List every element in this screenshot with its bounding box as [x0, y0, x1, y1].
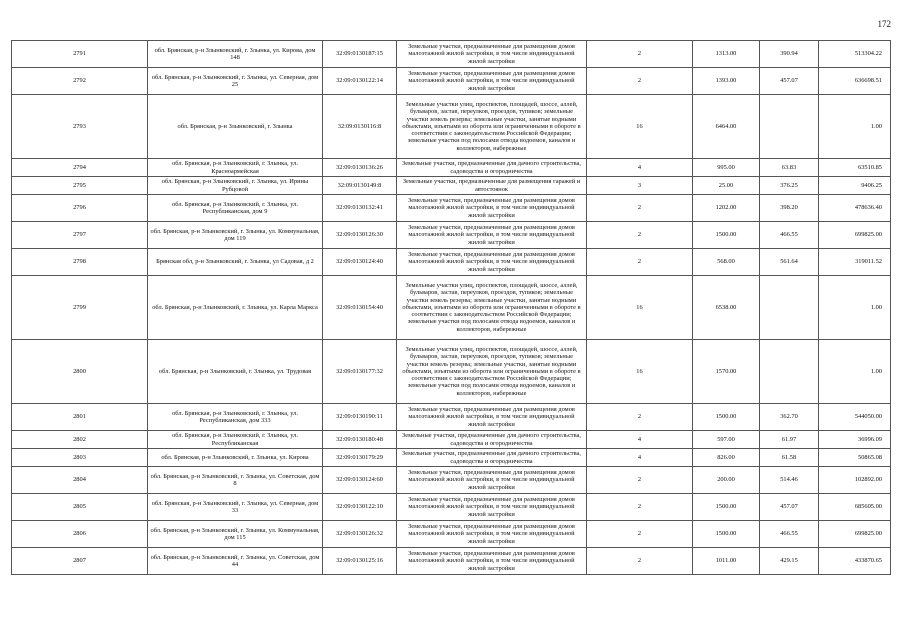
cadastral-number-cell: 32:09:0130187:15: [323, 41, 397, 68]
zone-cell: 2: [587, 548, 693, 575]
address-cell: обл. Брянская, р-н Злынковский, г. Злынка, ул. Северная, дом 25: [148, 68, 323, 95]
cadastral-value-cell: 1.00: [819, 340, 891, 404]
unit-cost-cell: 362.70: [760, 404, 819, 431]
cadastral-number-cell: 32:09:0130190:11: [323, 404, 397, 431]
cadastral-number-cell: 32:09:0130136:26: [323, 159, 397, 177]
unit-cost-cell: 61.97: [760, 431, 819, 449]
address-cell: обл. Брянская, р-н Злынковский, г. Злынка, ул. Коммунальная, дом 115: [148, 521, 323, 548]
area-cell: 1570.00: [693, 340, 760, 404]
unit-cost-cell: 466.55: [760, 521, 819, 548]
cadastral-value-cell: 699825.00: [819, 222, 891, 249]
table-row: [12, 340, 891, 404]
cadastral-value-cell: 685605.00: [819, 494, 891, 521]
table-row: [12, 276, 891, 340]
zone-cell: 2: [587, 41, 693, 68]
page-number: 172: [877, 19, 891, 29]
unit-cost-cell: 561.64: [760, 249, 819, 276]
land-cadastre-table: [11, 40, 891, 575]
cadastral-value-cell: 319011.52: [819, 249, 891, 276]
area-cell: 1313.00: [693, 41, 760, 68]
cadastral-value-cell: 102892.00: [819, 467, 891, 494]
zone-cell: 4: [587, 449, 693, 467]
unit-cost-cell: 457.07: [760, 68, 819, 95]
zone-cell: 4: [587, 431, 693, 449]
unit-cost-cell: 398.20: [760, 195, 819, 222]
land-category-cell: Земельные участки, предназначенные для размещения домов малоэтажной жилой застройки, в том числе индивидуальной жилой застройки: [397, 494, 587, 521]
unit-cost-cell: 457.07: [760, 494, 819, 521]
cadastral-number-cell: 32:09:0130125:16: [323, 548, 397, 575]
table-row: [12, 548, 891, 575]
address-cell: обл. Брянская, р-н Злынковский, г. Злынка, ул. Советская, дом 8: [148, 467, 323, 494]
cadastral-value-cell: 544050.00: [819, 404, 891, 431]
zone-cell: 2: [587, 222, 693, 249]
unit-cost-cell: 514.46: [760, 467, 819, 494]
address-cell: Брянская обл, р-н Злынковский, г. Злынка, ул Садовая, д 2: [148, 249, 323, 276]
address-cell: обл. Брянская, р-н Злынковский, г. Злынка, ул. Карла Маркса: [148, 276, 323, 340]
area-cell: 1500.00: [693, 404, 760, 431]
address-cell: обл. Брянская, р-н Злынковский, г. Злынка, ул. Республиканская, дом 333: [148, 404, 323, 431]
land-category-cell: Земельные участки, предназначенные для размещения домов малоэтажной жилой застройки, в том числе индивидуальной жилой застройки: [397, 467, 587, 494]
cadastral-value-cell: 63510.85: [819, 159, 891, 177]
unit-cost-cell: [760, 276, 819, 340]
unit-cost-cell: 429.15: [760, 548, 819, 575]
area-cell: 1500.00: [693, 494, 760, 521]
cadastral-value-cell: 36996.09: [819, 431, 891, 449]
cadastral-number-cell: 32:09:0130126:30: [323, 222, 397, 249]
cadastral-number-cell: 32:09:0130177:32: [323, 340, 397, 404]
cadastral-value-cell: 478636.40: [819, 195, 891, 222]
zone-cell: 2: [587, 494, 693, 521]
row-number: 2806: [12, 521, 148, 548]
row-number: 2797: [12, 222, 148, 249]
row-number: 2794: [12, 159, 148, 177]
unit-cost-cell: [760, 95, 819, 159]
land-category-cell: Земельные участки, предназначенные для размещения домов малоэтажной жилой застройки, в том числе индивидуальной жилой застройки: [397, 195, 587, 222]
cadastral-number-cell: 32:09:0130116:8: [323, 95, 397, 159]
row-number: 2791: [12, 41, 148, 68]
unit-cost-cell: 61.58: [760, 449, 819, 467]
zone-cell: 2: [587, 521, 693, 548]
area-cell: 25.00: [693, 177, 760, 195]
area-cell: 6538.00: [693, 276, 760, 340]
address-cell: обл. Брянская, р-н Злынковский, г. Злынка, ул. Республиканская: [148, 431, 323, 449]
area-cell: 826.00: [693, 449, 760, 467]
cadastral-value-cell: 636698.51: [819, 68, 891, 95]
table-row: [12, 41, 891, 68]
table-row: [12, 177, 891, 195]
area-cell: 1393.00: [693, 68, 760, 95]
table-row: [12, 431, 891, 449]
cadastral-value-cell: 1.00: [819, 95, 891, 159]
zone-cell: 2: [587, 404, 693, 431]
table-row: [12, 159, 891, 177]
land-category-cell: Земельные участки, предназначенные для размещения домов малоэтажной жилой застройки, в том числе индивидуальной жилой застройки: [397, 68, 587, 95]
cadastral-number-cell: 32:09:0130122:10: [323, 494, 397, 521]
land-category-cell: Земельные участки улиц, проспектов, площадей, шоссе, аллей, бульваров, застав, переулков, проездов, тупиков; земельные участки земель резерва; земельные участки, занятые водными объектами, изъятыми из оборота или ограниченными в обороте в соответствии с законодательством Российской Федерации; земельные участки под полосами отвода водоемов, каналов и коллекторов, набережные: [397, 95, 587, 159]
cadastral-number-cell: 32:09:0130122:14: [323, 68, 397, 95]
row-number: 2792: [12, 68, 148, 95]
land-category-cell: Земельные участки, предназначенные для дачного строительства, садоводства и огородничества: [397, 449, 587, 467]
land-category-cell: Земельные участки, предназначенные для размещения домов малоэтажной жилой застройки, в том числе индивидуальной жилой застройки: [397, 41, 587, 68]
cadastral-number-cell: 32:09:0130179:29: [323, 449, 397, 467]
cadastral-value-cell: 1.00: [819, 276, 891, 340]
cadastral-value-cell: 513304.22: [819, 41, 891, 68]
table-row: [12, 95, 891, 159]
row-number: 2803: [12, 449, 148, 467]
area-cell: 1011.00: [693, 548, 760, 575]
cadastral-number-cell: 32:09:0130124:40: [323, 249, 397, 276]
address-cell: обл. Брянская, р-н Злынковский, г. Злынка, ул. Красноармейская: [148, 159, 323, 177]
area-cell: 1500.00: [693, 521, 760, 548]
cadastral-value-cell: 50865.08: [819, 449, 891, 467]
land-category-cell: Земельные участки, предназначенные для размещения домов малоэтажной жилой застройки, в том числе индивидуальной жилой застройки: [397, 521, 587, 548]
cadastral-value-cell: 433870.65: [819, 548, 891, 575]
address-cell: обл. Брянская, р-н Злынковский, г. Злынка, ул. Кирова: [148, 449, 323, 467]
land-category-cell: Земельные участки, предназначенные для дачного строительства, садоводства и огородничества: [397, 159, 587, 177]
zone-cell: 2: [587, 467, 693, 494]
row-number: 2800: [12, 340, 148, 404]
table-row: [12, 222, 891, 249]
zone-cell: 3: [587, 177, 693, 195]
table-row: [12, 467, 891, 494]
row-number: 2804: [12, 467, 148, 494]
land-category-cell: Земельные участки, предназначенные для размещения домов малоэтажной жилой застройки, в том числе индивидуальной жилой застройки: [397, 548, 587, 575]
cadastral-number-cell: 32:09:0130149:8: [323, 177, 397, 195]
row-number: 2807: [12, 548, 148, 575]
unit-cost-cell: 63.83: [760, 159, 819, 177]
cadastral-number-cell: 32:09:0130154:40: [323, 276, 397, 340]
table-row: [12, 404, 891, 431]
land-category-cell: Земельные участки, предназначенные для размещения домов малоэтажной жилой застройки, в том числе индивидуальной жилой застройки: [397, 404, 587, 431]
table-row: [12, 68, 891, 95]
table-row: [12, 195, 891, 222]
land-category-cell: Земельные участки улиц, проспектов, площадей, шоссе, аллей, бульваров, застав, переулков, проездов, тупиков; земельные участки земель резерва; земельные участки, занятые водными объектами, изъятыми из оборота или ограниченными в обороте в соответствии с законодательством Российской Федерации; земельные участки под полосами отвода водоемов, каналов и коллекторов, набережные: [397, 340, 587, 404]
table-row: [12, 249, 891, 276]
cadastral-number-cell: 32:09:0130180:48: [323, 431, 397, 449]
zone-cell: 16: [587, 95, 693, 159]
zone-cell: 16: [587, 276, 693, 340]
unit-cost-cell: 390.94: [760, 41, 819, 68]
area-cell: 200.00: [693, 467, 760, 494]
row-number: 2802: [12, 431, 148, 449]
address-cell: обл. Брянская, р-н Злынковский, г. Злынка, ул. Трудовая: [148, 340, 323, 404]
zone-cell: 2: [587, 68, 693, 95]
area-cell: 6464.00: [693, 95, 760, 159]
land-category-cell: Земельные участки, предназначенные для дачного строительства, садоводства и огородничества: [397, 431, 587, 449]
address-cell: обл. Брянская, р-н Злынковский, г. Злынка, ул. Северная, дом 33: [148, 494, 323, 521]
cadastral-number-cell: 32:09:0130124:60: [323, 467, 397, 494]
address-cell: обл. Брянская, р-н Злынковский, г. Злынка, ул. Ирины Рубцовой: [148, 177, 323, 195]
unit-cost-cell: 466.55: [760, 222, 819, 249]
row-number: 2796: [12, 195, 148, 222]
row-number: 2805: [12, 494, 148, 521]
land-category-cell: Земельные участки, предназначенные для размещения домов малоэтажной жилой застройки, в том числе индивидуальной жилой застройки: [397, 222, 587, 249]
land-category-cell: Земельные участки, предназначенные для размещения домов малоэтажной жилой застройки, в том числе индивидуальной жилой застройки: [397, 249, 587, 276]
unit-cost-cell: [760, 340, 819, 404]
area-cell: 1202.00: [693, 195, 760, 222]
area-cell: 1500.00: [693, 222, 760, 249]
zone-cell: 4: [587, 159, 693, 177]
address-cell: обл. Брянская, р-н Злынковский, г. Злынка, ул. Республиканская, дом 9: [148, 195, 323, 222]
unit-cost-cell: 376.25: [760, 177, 819, 195]
row-number: 2801: [12, 404, 148, 431]
cadastral-number-cell: 32:09:0130132:41: [323, 195, 397, 222]
address-cell: обл. Брянская, р-н Злынковский, г. Злынка, ул. Советская, дом 44: [148, 548, 323, 575]
table-row: [12, 494, 891, 521]
row-number: 2793: [12, 95, 148, 159]
table-row: [12, 449, 891, 467]
address-cell: обл. Брянская, р-н Злынковский, г. Злынка, ул. Кирова, дом 148: [148, 41, 323, 68]
cadastral-value-cell: 9406.25: [819, 177, 891, 195]
table-row: [12, 521, 891, 548]
cadastral-value-cell: 699825.00: [819, 521, 891, 548]
zone-cell: 16: [587, 340, 693, 404]
row-number: 2799: [12, 276, 148, 340]
area-cell: 995.00: [693, 159, 760, 177]
land-category-cell: Земельные участки, предназначенные для размещения гаражей и автостоянок: [397, 177, 587, 195]
zone-cell: 2: [587, 249, 693, 276]
address-cell: обл. Брянская, р-н Злынковский, г. Злынка, ул. Коммунальная, дом 119: [148, 222, 323, 249]
zone-cell: 2: [587, 195, 693, 222]
area-cell: 597.00: [693, 431, 760, 449]
row-number: 2795: [12, 177, 148, 195]
land-category-cell: Земельные участки улиц, проспектов, площадей, шоссе, аллей, бульваров, застав, переулков, проездов, тупиков; земельные участки земель резерва; земельные участки, занятые водными объектами, изъятыми из оборота или ограниченными в обороте в соответствии с законодательством Российской Федерации; земельные участки под полосами отвода водоемов, каналов и коллекторов, набережные: [397, 276, 587, 340]
address-cell: обл. Брянская, р-н Злынковский, г. Злынка: [148, 95, 323, 159]
row-number: 2798: [12, 249, 148, 276]
cadastral-number-cell: 32:09:0130126:32: [323, 521, 397, 548]
area-cell: 568.00: [693, 249, 760, 276]
